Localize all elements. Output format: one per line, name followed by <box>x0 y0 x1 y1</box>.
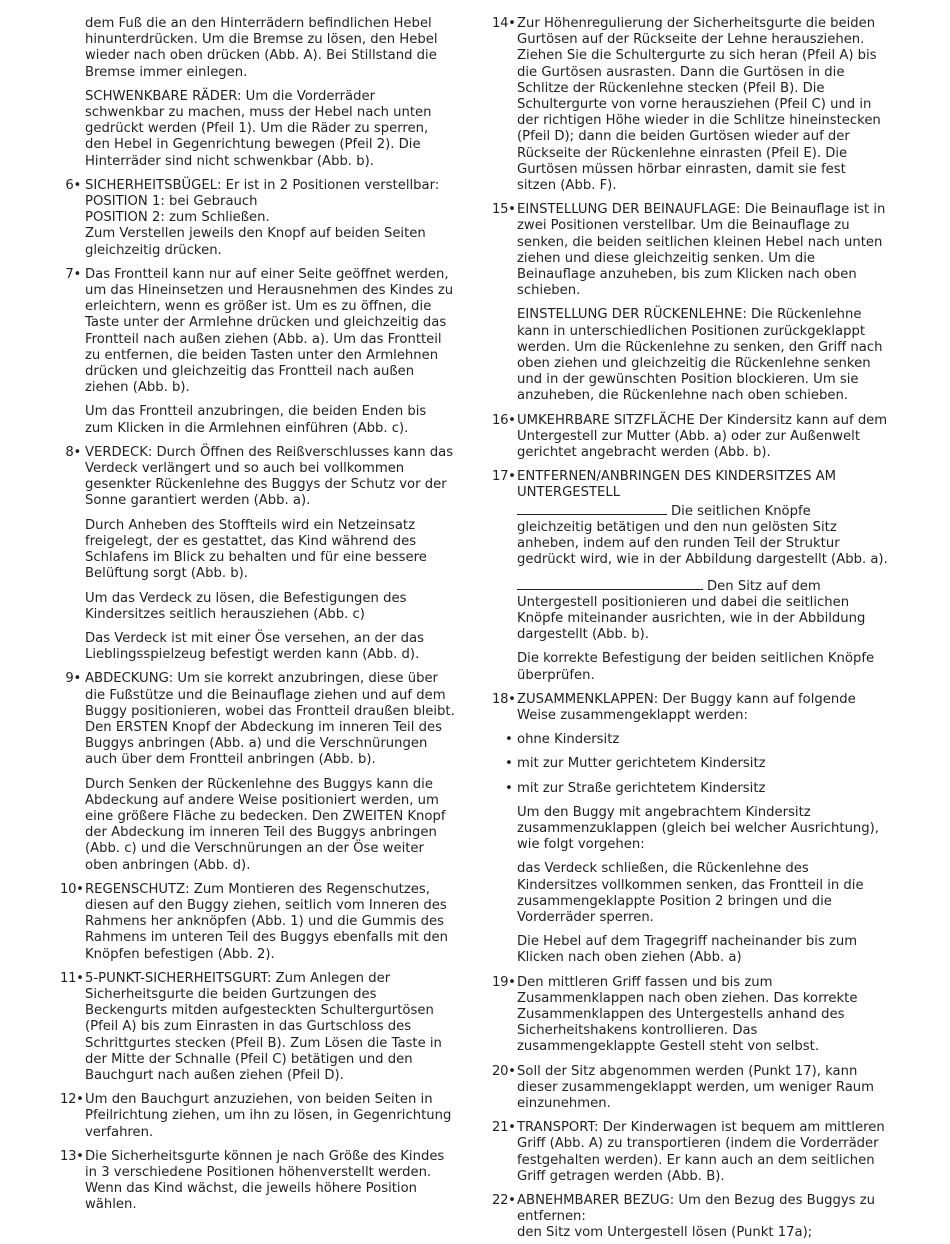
right-column <box>492 16 888 1242</box>
paragraph <box>517 502 888 569</box>
item-number: 13• <box>60 1148 84 1164</box>
item-number: 19• <box>492 974 516 990</box>
item-number: 18• <box>492 691 516 707</box>
paragraph: Den mittleren Griff fassen und bis zum Zusammenklappen nach oben ziehen. Das korrekte Zusammenklappen des Untergestells anhand des Sicherheitshakens kontrollieren. Das zusammengeklappte Gestell steht von selbst. <box>517 974 858 1055</box>
continued-brake-section <box>60 16 456 170</box>
paragraph: Um den Bauchgurt anzuziehen, von beiden Seiten in Pfeilrichtung ziehen, um ihn zu lösen, in Gegenrichtung verfahren. <box>85 1092 452 1140</box>
fill-in-blank-line <box>517 577 703 590</box>
item-number: 9• <box>65 671 81 687</box>
item-number: 22• <box>492 1193 516 1208</box>
instruction-item-14 <box>492 16 888 194</box>
paragraph: den Sitz vom Untergestell lösen (Punkt 17a); <box>517 1225 813 1241</box>
item-number: 14• <box>492 16 516 31</box>
paragraph: EINSTELLUNG DER BEINAUFLAGE: Die Beinauflage ist in zwei Positionen verstellbar. Um die Beinauflage zu senken, die beiden seitlichen kleinen Hebel nach unten ziehen und diese gleichzeitig senken. Um die Beinauflage anzuheben, bis zum Klicken nach oben schieben. <box>517 202 886 299</box>
instruction-item-16 <box>492 413 888 462</box>
paragraph: Um den Buggy mit angebrachtem Kindersitz zusammenzuklappen (gleich bei welcher Ausrichtung), wie folgt vorgehen: <box>517 804 879 853</box>
left-column <box>60 16 456 1222</box>
paragraph: Um das Verdeck zu lösen, die Befestigungen des Kindersitzes seitlich herausziehen (Abb. c) <box>85 590 407 622</box>
paragraph: POSITION 2: zum Schließen. <box>85 210 270 226</box>
paragraph: Um das Frontteil anzubringen, die beiden Enden bis zum Klicken in die Armlehnen einführen (Abb. c). <box>85 404 427 436</box>
paragraph: Durch Anheben des Stoffteils wird ein Netzeinsatz freigelegt, der es gestattet, das Kind während des Schlafens im Blick zu behalten und für eine bessere Belüftung sorgt (Abb. b). <box>85 517 427 582</box>
item-number: 21• <box>492 1120 516 1136</box>
instruction-item-19 <box>492 975 888 1056</box>
instruction-item-9 <box>60 671 456 873</box>
instruction-item-18 <box>492 692 888 724</box>
instruction-item-11 <box>60 971 456 1084</box>
paragraph: Die korrekte Befestigung der beiden seitlichen Knöpfe überprüfen. <box>517 651 875 683</box>
paragraph <box>517 577 888 644</box>
paragraph: Die Hebel auf dem Tragegriff nacheinander bis zum Klicken nach oben ziehen (Abb. a) <box>517 934 858 966</box>
paragraph: SCHWENKBARE RÄDER: Um die Vorderräder schwenkbar zu machen, muss der Hebel nach unten gedrückt werden (Pfeil 1). Um die Räder zu sperren, den Hebel in Gegenrichtung bewegen (Pfeil 2). Die Hinterräder sind nicht schwenkbar (Abb. b). <box>85 88 432 169</box>
paragraph: Die Sicherheitsgurte können je nach Größe des Kindes in 3 verschiedene Positionen höhenverstellt werden. Wenn das Kind wächst, die jeweils höhere Position wählen. <box>85 1148 445 1213</box>
paragraph: ABNEHMBARER BEZUG: Um den Bezug des Buggys zu entfernen: <box>517 1193 875 1225</box>
instruction-item-12 <box>60 1092 456 1141</box>
paragraph: UMKEHRBARE SITZFLÄCHE Der Kindersitz kann auf dem Untergestell zur Mutter (Abb. a) oder zur Außenwelt gerichtet angebracht werden (Abb. b). <box>517 412 888 461</box>
item-number: 7• <box>65 266 81 282</box>
instruction-item-6 <box>60 178 456 259</box>
instruction-item-7 <box>60 267 456 437</box>
paragraph: Das Verdeck ist mit einer Öse versehen, an der das Lieblingsspielzeug befestigt werden kann (Abb. d). <box>85 630 424 663</box>
paragraph: Durch Senken der Rückenlehne des Buggys kann die Abdeckung auf andere Weise positioniert werden, um eine größere Fläche zu bedecken. Den ZWEITEN Knopf der Abdeckung im inneren Teil des Buggys anbringen (Abb. c) und die Verschnürungen an der Öse weiter oben anbringen (Abb. d). <box>85 776 446 873</box>
instruction-item-8 <box>60 445 456 663</box>
paragraph: das Verdeck schließen, die Rückenlehne des Kindersitzes vollkommen senken, das Frontteil in die zusammengeklappte Position 2 bringen und die Vorderräder sperren. <box>517 861 864 925</box>
item-number: 15• <box>492 202 516 218</box>
item-number: 10• <box>60 881 84 897</box>
list-item: • ohne Kindersitz <box>492 732 888 748</box>
item-number: 8• <box>65 444 81 460</box>
paragraph: REGENSCHUTZ: Zum Montieren des Regenschutzes, diesen auf den Buggy ziehen, seitlich vom Inneren des Rahmens her anknöpfen (Abb. 1) und die Gummis des Rahmens im unteren Teil des Buggys ebenfalls mit den Knöpfen befestigen (Abb. 2). <box>85 881 448 962</box>
paragraph: Zur Höhenregulierung der Sicherheitsgurte die beiden Gurtösen auf der Rückseite der Lehne herausziehen. Ziehen Sie die Schultergurte zu sich heran (Pfeil A) bis die Gurtösen ausrasten. Dann die Gurtösen in die Schlitze der Rückenlehne stecken (Pfeil B). Die Schultergurte von vorne herausziehen (Pfeil C) und in der richtigen Höhe wieder in die Schlitze hineinstecken (Pfeil D); dann die beiden Gurtösen wieder auf der Rückseite der Rückenlehne einrasten (Pfeil E). Die Gurtösen müssen hörbar einrasten, damit sie fest sitzen (Abb. F). <box>517 16 881 194</box>
instruction-item-22 <box>492 1193 888 1242</box>
paragraph: ZUSAMMENKLAPPEN: Der Buggy kann auf folgende Weise zusammengeklappt werden: <box>517 691 856 723</box>
item-number: 17• <box>492 469 516 485</box>
paragraph: Das Frontteil kann nur auf einer Seite geöffnet werden, um das Hineinsetzen und Herausnehmen des Kindes zu erleichtern, wenn es größer ist. Um es zu öffnen, die Taste unter der Armlehne drücken und gleichzeitig das Frontteil nach außen ziehen (Abb. a). Um das Frontteil zu entfernen, die beiden Tasten unter den Armlehnen drücken und gleichzeitig das Frontteil nach außen ziehen (Abb. b). <box>85 266 454 396</box>
instruction-item-21 <box>492 1120 888 1185</box>
list-item: • mit zur Mutter gerichtetem Kindersitz <box>492 756 888 772</box>
paragraph-text: Die seitlichen Knöpfe gleichzeitig betätigen und den nun gelösten Sitz anheben, indem auf den runden Teil der Struktur gedrückt wird, wie in der Abbildung dargestellt (Abb. a). <box>517 503 888 568</box>
paragraph-text: Den Sitz auf dem Untergestell positionieren und dabei die seitlichen Knöpfe miteinander ausrichten, wie in der Abbildung dargestellt (Abb. b). <box>517 578 866 643</box>
fill-in-blank-line <box>517 502 667 515</box>
instruction-item-20 <box>492 1064 888 1113</box>
instruction-item-17 <box>492 469 888 683</box>
item-number: 11• <box>60 970 84 986</box>
list-item: • mit zur Straße gerichtetem Kindersitz <box>492 781 888 797</box>
instruction-item-13 <box>60 1149 456 1214</box>
item-number: 20• <box>492 1063 516 1079</box>
instruction-item-10 <box>60 882 456 963</box>
paragraph: dem Fuß die an den Hinterrädern befindlichen Hebel hinunterdrücken. Um die Bremse zu lösen, den Hebel wieder nach oben drücken (Abb. A). Bei Stillstand die Bremse immer einlegen. <box>85 16 438 80</box>
paragraph: POSITION 1: bei Gebrauch <box>85 194 258 210</box>
paragraph: Soll der Sitz abgenommen werden (Punkt 17), kann dieser zusammengeklappt werden, um weniger Raum einzunehmen. <box>517 1063 875 1111</box>
paragraph: ABDECKUNG: Um sie korrekt anzubringen, diese über die Fußstütze und die Beinauflage ziehen und auf dem Buggy positionieren, wobei das Frontteil draußen bleibt. Den ERSTEN Knopf der Abdeckung im inneren Teil des Buggys anbringen (Abb. a) und die Verschnürungen auch über dem Frontteil anbringen (Abb. b). <box>85 671 455 768</box>
paragraph: SICHERHEITSBÜGEL: Er ist in 2 Positionen verstellbar: <box>85 177 440 193</box>
item-number: 6• <box>65 177 81 193</box>
paragraph: 5-PUNKT-SICHERHEITSGURT: Zum Anlegen der Sicherheitsgurte die beiden Gurtzungen des Beckengurts mitden aufgesteckten Schultergurtösen (Pfeil A) bis zum Einrasten in das Gurtschloss des Schrittgurtes stecken (Pfeil B). Zum Lösen die Taste in der Mitte der Schnalle (Pfeil C) betätigen und den Bauchgurt nach außen ziehen (Pfeil D). <box>85 970 442 1083</box>
instruction-item-15 <box>492 202 888 404</box>
section-heading: ENTFERNEN/ANBRINGEN DES KINDERSITZES AM UNTERGESTELL <box>517 469 837 501</box>
paragraph: VERDECK: Durch Öffnen des Reißverschlusses kann das Verdeck verlängert und so auch bei vollkommen gesenkter Rückenlehne des Buggys der Schutz vor der Sonne garantiert werden (Abb. a). <box>85 444 454 509</box>
paragraph: TRANSPORT: Der Kinderwagen ist bequem am mittleren Griff (Abb. A) zu transportieren (indem die Vorderräder festgehalten werden). Er kann auch an dem seitlichen Griff getragen werden (Abb. B). <box>517 1120 885 1184</box>
paragraph: EINSTELLUNG DER RÜCKENLEHNE: Die Rückenlehne kann in unterschiedlichen Positionen zurückgeklappt werden. Um die Rückenlehne zu senken, den Griff nach oben ziehen und gleichzeitig die Rückenlehne senken und in der gewünschten Position blockieren. Um sie anzuheben, die Rückenlehne nach oben schieben. <box>517 307 883 404</box>
item-number: 12• <box>60 1092 84 1108</box>
item-number: 16• <box>492 412 516 428</box>
paragraph: Zum Verstellen jeweils den Knopf auf beiden Seiten gleichzeitig drücken. <box>85 226 426 258</box>
folding-instructions <box>492 805 888 967</box>
